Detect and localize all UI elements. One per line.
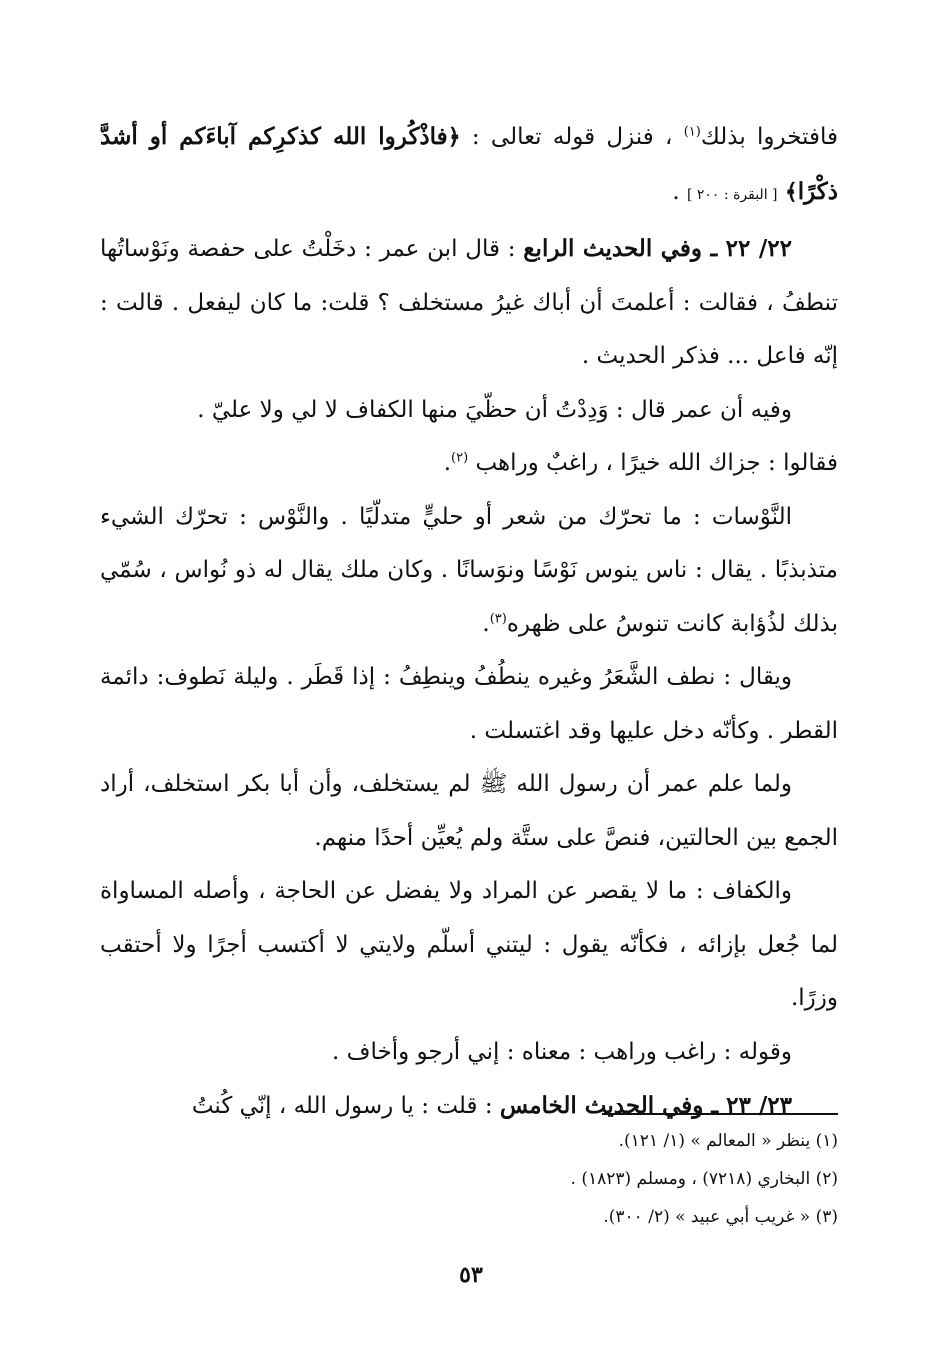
natf-text: ويقال : نطف الشَّعَرُ وغيره ينطُفُ وينطِفُ : إذا قَطَر . وليلة نَطوف: دائمة القطر . وكأنّه دخل عليها وقد اغتسلت .: [100, 664, 838, 744]
qalu-text: فقالوا : جزاك الله خيرًا ، راغبٌ وراهب: [468, 450, 838, 476]
paragraph-hadith-4: [100, 222, 838, 384]
paragraph-kafaf-definition: [100, 865, 838, 1026]
footnote-2: (٢) البخاري (٧٢١٨) ، ومسلم (١٨٢٣) .: [570, 1169, 838, 1189]
paragraph-natf: [100, 651, 838, 758]
quran-close-bracket: ﴾: [784, 178, 798, 205]
kafaf-text: وفيه أن عمر قال : وَدِدْتُ أن حظّيَ منها الكفاف لا لي ولا عليّ .: [197, 396, 792, 423]
omar-text: ولما علم عمر أن رسول الله ﷺ لم يستخلف، وأن أبا بكر استخلف، أراد الجمع بين الحالتين، فنصَّ على ستَّة ولم يُعيِّن أحدًا منهم.: [100, 771, 838, 851]
intro-end: .: [672, 178, 687, 205]
footnote-ref-2[interactable]: (٢): [451, 450, 469, 466]
paragraph-nawsat: [100, 491, 838, 652]
qalu-end: .: [443, 450, 452, 476]
paragraph-kafaf: [100, 384, 838, 438]
hadith-5-heading: ٢٣/ ٢٣ ـ وفي الحديث الخامس: [499, 1092, 792, 1119]
quran-verse: فاذْكُروا الله كذكرِكم آباءَكم أو أشدَّ ذكْرًا: [100, 123, 838, 205]
hadith-4-heading: ٢٢/ ٢٢ ـ وفي الحديث الرابع: [523, 235, 792, 262]
kafaf-definition-text: والكفاف : ما لا يقصر عن المراد ولا يفضل عن الحاجة ، وأصله المساواة لما جُعل بإزائه ، فكأنّه يقول : ليتني أسلّم ولايتي لا أكتسب أجرًا ولا أحتقب وزرًا.: [100, 878, 838, 1011]
nawsat-text: النَّوْسات : ما تحرّك من شعر أو حليٍّ متدلّيًا . والنَّوْس : تحرّك الشيء متذبذبًا . يقال : ناس ينوس نَوْسًا ونوَسانًا . وكان ملك يقال له ذو نُواس ، سُمّي بذلك لذُؤابة كانت تنوسُ على ظهره: [100, 503, 838, 637]
hadith-4-text: : قال ابن عمر : دخَلْتُ على حفصة ونَوْساتُها تنطفُ ، فقالت : أعلمتَ أن أباك غيرُ مستخلف ؟ قلت: ما كان ليفعل . قالت : إنّه فاعل ... فذكر الحديث .: [100, 236, 838, 369]
paragraph-qalu: [100, 437, 838, 491]
raghib-text: وقوله : راغب وراهب : معناه : إني أرجو وأخاف .: [332, 1038, 792, 1065]
footnote-1: (١) ينظر « المعالم » (١/ ١٢١).: [618, 1131, 838, 1151]
footnote-separator: [602, 1113, 838, 1115]
paragraph-intro: [100, 110, 838, 222]
nawsat-end: .: [482, 610, 490, 637]
footnote-ref-3[interactable]: (٣): [489, 610, 507, 626]
paragraph-omar: [100, 758, 838, 865]
paragraph-raghib: [100, 1026, 838, 1080]
main-text: [100, 110, 838, 1134]
quran-open-bracket: ﴿: [447, 124, 461, 150]
quran-citation: [ البقرة : ٢٠٠ ]: [686, 186, 778, 203]
intro-connector: ، فنزل قوله تعالى :: [460, 124, 684, 150]
page-number: ٥٣: [459, 1262, 483, 1288]
footnotes: [300, 1122, 838, 1236]
footnote-3: (٣) « غريب أبي عبيد » (٢/ ٣٠٠).: [603, 1207, 838, 1227]
hadith-5-text: : قلت : يا رسول الله ، إنّي كُنتُ: [191, 1093, 500, 1119]
intro-text: فافتخروا بذلك: [700, 124, 838, 150]
footnote-ref-1[interactable]: (١): [683, 124, 701, 140]
